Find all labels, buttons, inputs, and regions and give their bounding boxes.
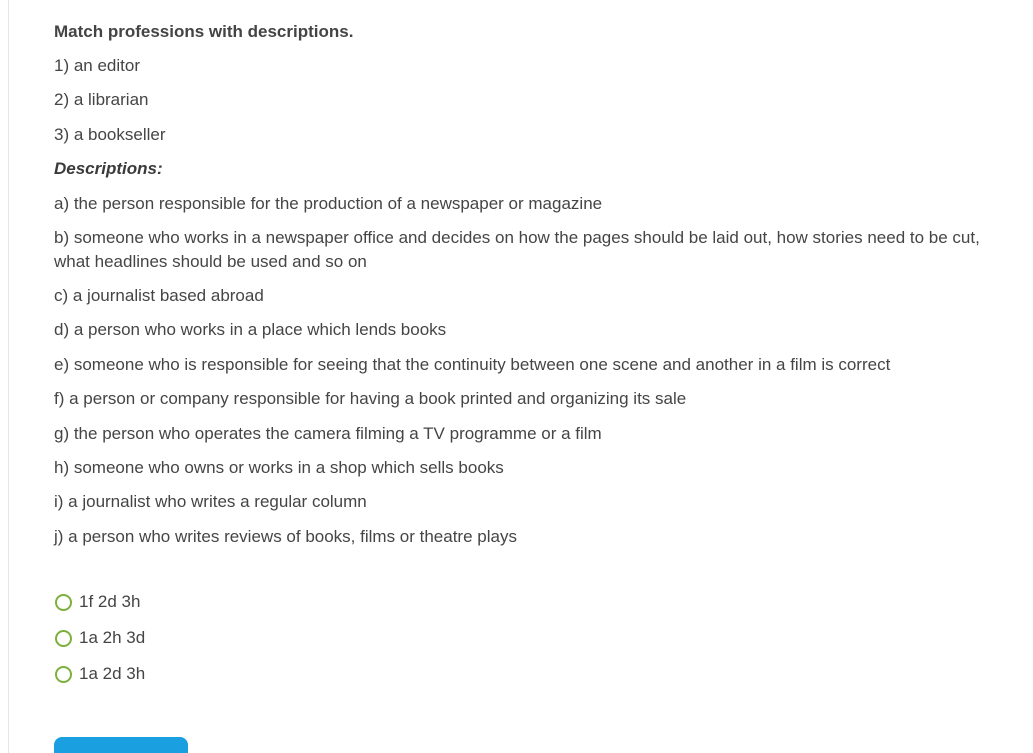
description-item: d) a person who works in a place which lends books bbox=[54, 320, 447, 339]
description-item: e) someone who is responsible for seeing that the continuity between one scene and another in a film is correct bbox=[54, 355, 891, 374]
answer-option-3[interactable] bbox=[54, 661, 145, 687]
profession-item: 1) an editor bbox=[54, 56, 140, 75]
description-item: g) the person who operates the camera filming a TV programme or a film bbox=[54, 424, 602, 443]
descriptions-heading: Descriptions: bbox=[54, 159, 163, 178]
question-title: Match professions with descriptions. bbox=[54, 22, 354, 41]
answer-option-label[interactable]: 1a 2d 3h bbox=[79, 664, 146, 683]
answer-option-2[interactable] bbox=[54, 625, 145, 651]
radio-button[interactable] bbox=[55, 630, 72, 647]
profession-item: 3) a bookseller bbox=[54, 125, 166, 144]
answer-option-label[interactable]: 1f 2d 3h bbox=[79, 592, 141, 611]
profession-item: 2) a librarian bbox=[54, 90, 149, 109]
radio-button[interactable] bbox=[55, 666, 72, 683]
description-item: i) a journalist who writes a regular column bbox=[54, 492, 367, 511]
radio-button[interactable] bbox=[55, 594, 72, 611]
description-item: h) someone who owns or works in a shop which sells books bbox=[54, 458, 504, 477]
description-item: j) a person who writes reviews of books, films or theatre plays bbox=[54, 527, 517, 546]
answer-option-label[interactable]: 1a 2h 3d bbox=[79, 628, 146, 647]
answer-option-1[interactable] bbox=[54, 589, 140, 615]
left-border bbox=[8, 0, 9, 753]
description-item: c) a journalist based abroad bbox=[54, 286, 264, 305]
description-item: a) the person responsible for the production of a newspaper or magazine bbox=[54, 194, 603, 213]
submit-button[interactable] bbox=[54, 737, 188, 753]
description-item: b) someone who works in a newspaper office and decides on how the pages should be laid out, how stories need to be cut, what headlines should be used and so on bbox=[54, 228, 980, 271]
description-item: f) a person or company responsible for having a book printed and organizing its sale bbox=[54, 389, 687, 408]
